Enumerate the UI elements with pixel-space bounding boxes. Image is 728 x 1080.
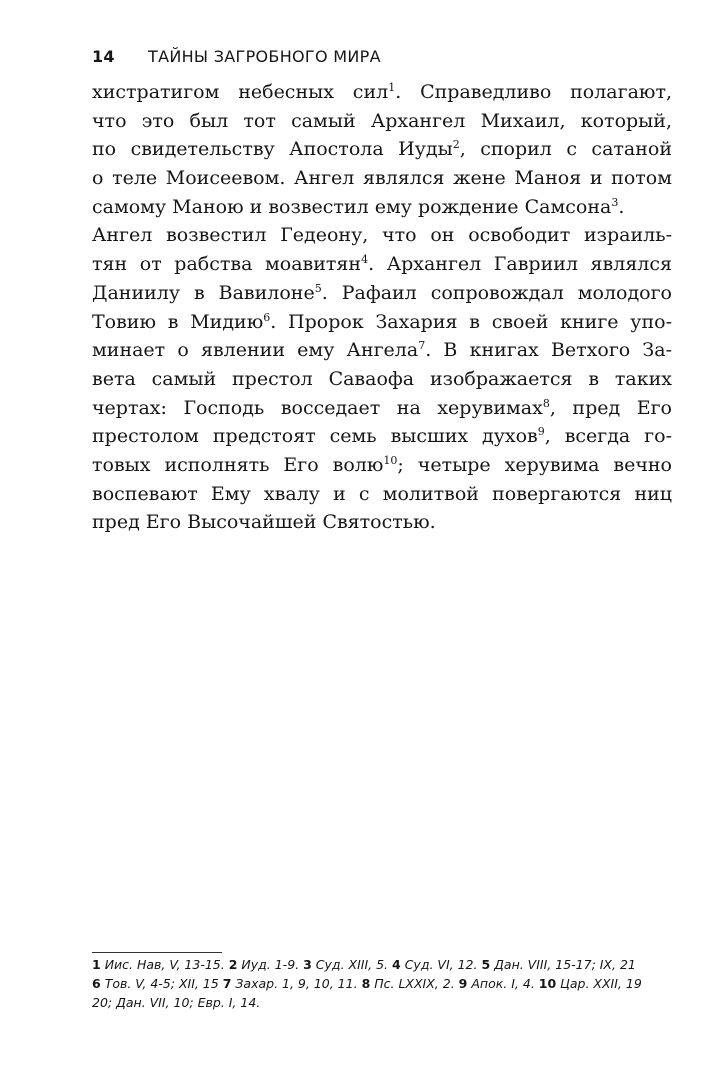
footnote-number: 2 xyxy=(228,957,238,972)
footnote-number: 10 xyxy=(538,976,557,991)
footnote-ref: 4 xyxy=(361,253,369,267)
footnote-reference: 20; Дан. VII, 10; Евр. I, 14. xyxy=(92,995,261,1010)
footnote-number: 9 xyxy=(458,976,468,991)
footnote-reference: Иуд. 1-9. xyxy=(241,957,300,972)
footnote-reference: Цар. XXII, 19 xyxy=(560,976,642,991)
footnote-ref: 8 xyxy=(542,396,550,410)
footnote-reference: Суд. VI, 12. xyxy=(404,957,478,972)
text-line: чертах: Господь восседает на херувимах$^8$, пред Его xyxy=(92,396,672,419)
running-title: ТАЙНЫ ЗАГРОБНОГО МИРА xyxy=(148,47,381,66)
footnote-ref: 2 xyxy=(452,138,460,152)
footnote-divider xyxy=(92,952,222,953)
footnote-ref: 3 xyxy=(611,195,619,209)
text-line: воспевают Ему хвалу и с молитвой повергаются ниц xyxy=(92,482,672,505)
text-line: пред Его Высочайшей Святостью. xyxy=(92,511,436,534)
text-line: тян от рабства моавитян$^4$. Архангел Гавриил являлся xyxy=(92,253,672,276)
text-line: самому Маною и возвестил ему рождение Самсона$^3$. xyxy=(92,195,625,218)
footnote-reference: Иис. Нав, V, 13-15. xyxy=(104,957,225,972)
footnote-reference: Суд. XIII, 5. xyxy=(315,957,389,972)
footnote-ref: 5 xyxy=(314,281,322,295)
footnote-number: 1 xyxy=(92,957,101,972)
footnote-number: 3 xyxy=(303,957,312,972)
text-line: по свидетельству Апостола Иуды$^2$, спорил с сатаной xyxy=(92,138,672,161)
text-line: минает о явлении ему Ангела$^7$. В книгах Ветхого За- xyxy=(92,339,672,362)
footnote-number: 7 xyxy=(222,976,232,991)
text-line: о теле Моисеевом. Ангел являлся жене Маноя и потом xyxy=(92,167,672,190)
body-text xyxy=(92,78,672,537)
footnotes xyxy=(92,955,672,1012)
text-line: вета самый престол Саваофа изображается в таких xyxy=(92,367,672,390)
running-header xyxy=(92,42,652,72)
footnote-line xyxy=(92,974,672,993)
text-line: престолом предстоят семь высших духов$^9$, всегда го- xyxy=(92,425,672,448)
text-line: что это был тот самый Архангел Михаил, который, xyxy=(92,109,672,132)
footnote-line xyxy=(92,993,672,1012)
footnote-ref: 10 xyxy=(383,453,398,467)
footnote-line xyxy=(92,955,672,974)
footnote-reference: Пс. LXXIX, 2. xyxy=(374,976,455,991)
text-line: Даниилу в Вавилоне$^5$. Рафаил сопровождал молодого xyxy=(92,281,672,304)
footnote-ref: 1 xyxy=(388,81,396,94)
footnote-number: 5 xyxy=(481,957,491,972)
page-number: 14 xyxy=(92,47,115,66)
footnote-reference: Апок. I, 4. xyxy=(471,976,535,991)
footnote-reference: Дан. VIII, 15-17; IX, 21 xyxy=(494,957,636,972)
footnote-reference: Захар. 1, 9, 10, 11. xyxy=(235,976,358,991)
footnote-ref: 7 xyxy=(418,339,426,353)
text-line: Товию в Мидию$^6$. Пророк Захария в своей книге упо- xyxy=(92,310,672,333)
footnote-reference: Тов. V, 4-5; XII, 15 xyxy=(104,976,219,991)
footnote-ref: 9 xyxy=(537,425,545,439)
text-line: товых исполнять Его волю$^{10}$; четыре херувима вечно xyxy=(92,453,672,476)
footnote-number: 8 xyxy=(361,976,371,991)
footnote-ref: 6 xyxy=(263,310,271,324)
footnote-number: 4 xyxy=(392,957,401,972)
footnote-number: 6 xyxy=(92,976,101,991)
text-line: хистратигом небесных сил$^1$. Справедливо полагают, xyxy=(92,81,672,103)
text-line: Ангел возвестил Гедеону, что он освободит израиль- xyxy=(92,224,672,247)
